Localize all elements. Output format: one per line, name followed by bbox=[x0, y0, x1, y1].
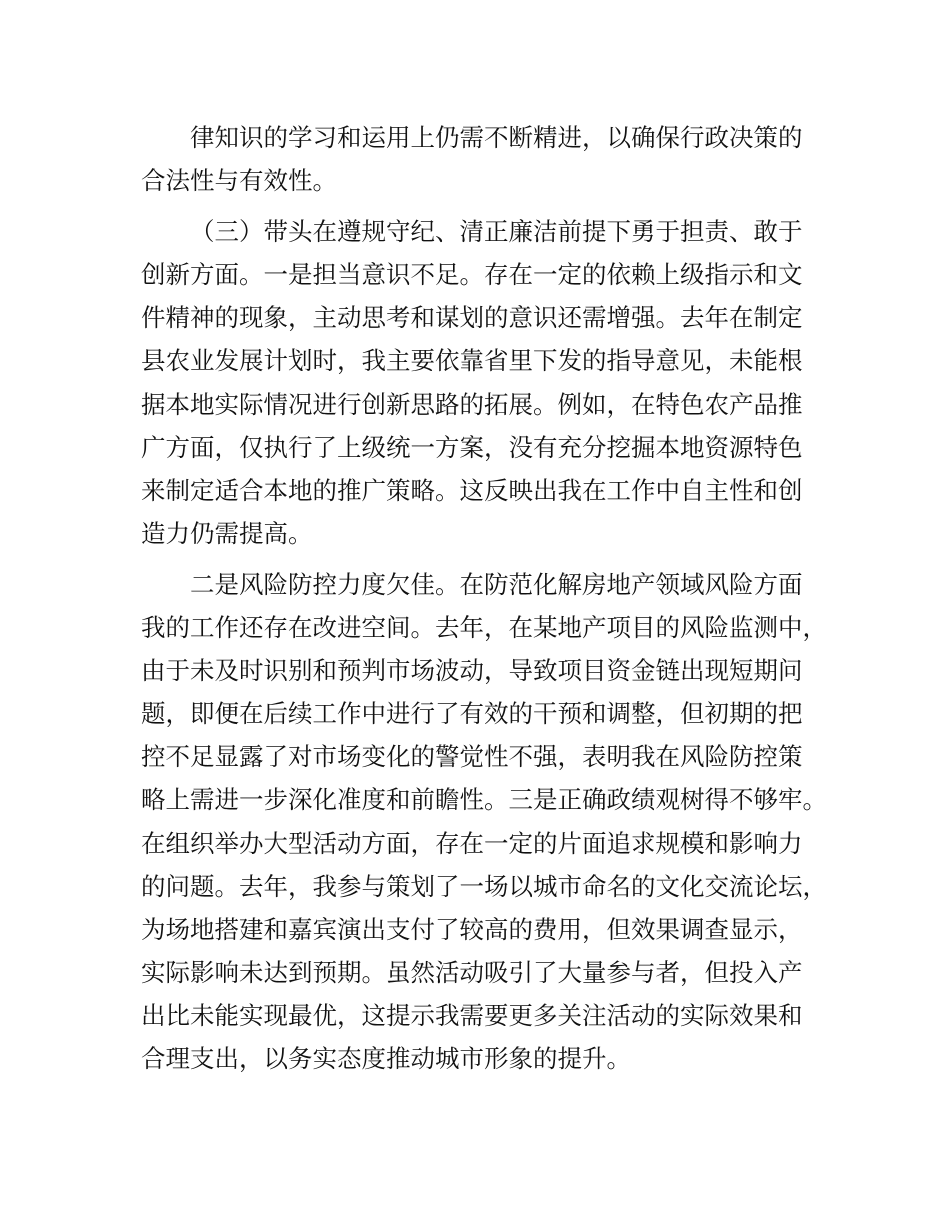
paragraph-line: 县农业发展计划时，我主要依靠省里下发的指导意见，未能根 bbox=[141, 346, 803, 376]
paragraph-line: 律知识的学习和运用上仍需不断精进，以确保行政决策的 bbox=[190, 123, 803, 152]
paragraph-line: 在组织举办大型活动方面，存在一定的片面追求规模和影响力 bbox=[141, 828, 803, 858]
paragraph-line: 据本地实际情况进行创新思路的拓展。例如，在特色农产品推 bbox=[141, 389, 803, 419]
paragraph-line: 创新方面。一是担当意识不足。存在一定的依赖上级指示和文 bbox=[141, 260, 803, 290]
body-text bbox=[141, 116, 841, 1080]
paragraph-line: 由于未及时识别和预判市场波动，导致项目资金链出现短期问 bbox=[141, 656, 803, 686]
paragraph-line: （三）带头在遵规守纪、清正廉洁前提下勇于担责、敢于 bbox=[190, 217, 803, 247]
paragraph-line: 我的工作还存在改进空间。去年，在某地产项目的风险监测中， bbox=[141, 613, 827, 643]
paragraph-line: 二是风险防控力度欠佳。在防范化解房地产领域风险方面 bbox=[190, 569, 803, 599]
paragraph-line: 广方面，仅执行了上级统一方案，没有充分挖掘本地资源特色 bbox=[141, 432, 803, 462]
paragraph-line: 合法性与有效性。 bbox=[141, 166, 337, 196]
paragraph-line: 出比未能实现最优，这提示我需要更多关注活动的实际效果和 bbox=[141, 1000, 803, 1030]
paragraph-line: 来制定适合本地的推广策略。这反映出我在工作中自主性和创 bbox=[141, 475, 803, 505]
paragraph-line: 造力仍需提高。 bbox=[141, 518, 313, 548]
paragraph-line: 为场地搭建和嘉宾演出支付了较高的费用，但效果调查显示， bbox=[141, 914, 803, 944]
paragraph-line: 件精神的现象，主动思考和谋划的意识还需增强。去年在制定 bbox=[141, 303, 803, 333]
paragraph-line: 略上需进一步深化准度和前瞻性。三是正确政绩观树得不够牢。 bbox=[141, 785, 827, 815]
paragraph-line: 控不足显露了对市场变化的警觉性不强，表明我在风险防控策 bbox=[141, 742, 803, 772]
paragraph-line: 合理支出，以务实态度推动城市形象的提升。 bbox=[141, 1043, 631, 1073]
paragraph-line: 实际影响未达到预期。虽然活动吸引了大量参与者，但投入产 bbox=[141, 957, 803, 987]
paragraph-line: 的问题。去年，我参与策划了一场以城市命名的文化交流论坛， bbox=[141, 871, 827, 901]
paragraph-line: 题，即便在后续工作中进行了有效的干预和调整，但初期的把 bbox=[141, 699, 803, 729]
